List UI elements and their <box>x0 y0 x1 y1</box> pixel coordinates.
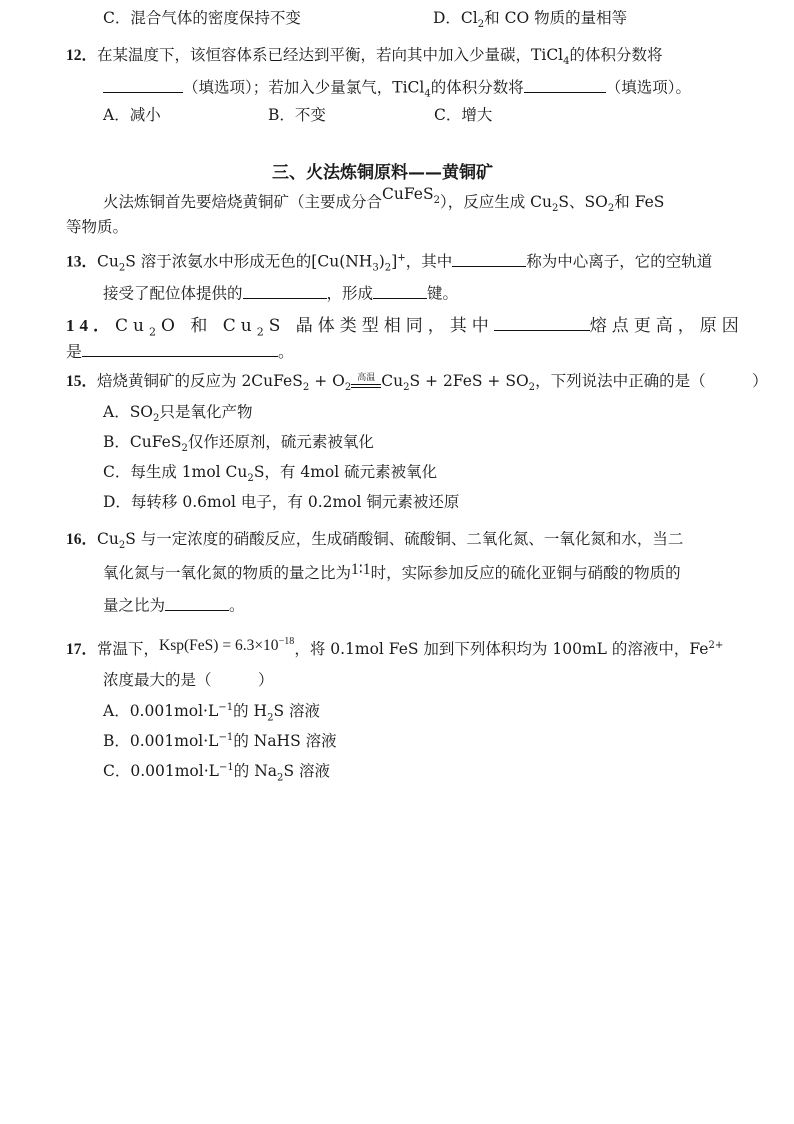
q14-line1: 14．$Cu_2O$ 和 $Cu_2S$ 晶体类型相同，其中 熔点更高，原因 <box>66 313 744 339</box>
q17-line2: 浓度最大的是（ ） <box>103 671 274 689</box>
answer-blank[interactable] <box>524 76 606 93</box>
answer-blank[interactable] <box>452 250 526 267</box>
q15-option-d: D．每转移 0.6mol 电子，有 0.2mol 铜元素被还原 <box>103 493 460 511</box>
q12-line1: 12．在某温度下，该恒容体系已经达到平衡，若向其中加入少量碳，TiCl$_4$的体积分数将 <box>66 46 663 68</box>
answer-blank[interactable] <box>243 282 327 299</box>
q15-option-c: C．每生成 1mol $Cu_2S$，有 4mol 硫元素被氧化 <box>103 463 438 485</box>
question-number: 15． <box>66 373 98 390</box>
q17-option-c: C．$0.001mol\cdot L^{-1}$的 $Na_2S$ 溶液 <box>103 762 330 784</box>
reaction-arrow: 高温 <box>351 374 381 388</box>
q12-line2: （填选项）；若加入少量氯气，TiCl$_4$的体积分数将 （填选项）。 <box>103 76 691 101</box>
q15-option-b: B．CuFeS$_2$仅作还原剂，硫元素被氧化 <box>103 433 374 455</box>
answer-blank[interactable] <box>373 282 427 299</box>
q15-option-a: A．$SO_2$只是氧化产物 <box>103 403 253 425</box>
q14-line2: 是 。 <box>66 342 295 361</box>
answer-blank[interactable] <box>165 594 229 611</box>
question-number: 12． <box>66 47 98 64</box>
section-intro-line1: 火法炼铜首先要焙烧黄铜矿（主要成分合CuFeS$_2$），反应生成 $Cu_2S$、$SO_2$和 FeS <box>103 185 665 215</box>
answer-blank[interactable] <box>103 76 183 93</box>
question-number: 17． <box>66 641 98 659</box>
q12-option-b: B．不变 <box>268 106 326 124</box>
question-number: 13． <box>66 253 98 271</box>
q17-option-a: A．$0.001mol\cdot L^{-1}$的 $H_2S$ 溶液 <box>103 702 321 724</box>
q15-stem: 15．焙烧黄铜矿的反应为 2CuFeS$_2$ + $O_2$ 高温 $Cu_2S + 2FeS + SO_2$，下列说法中正确的是（ ） <box>66 372 768 394</box>
q16-line2: 氧化氮与一氧化氮的物质的量之比为1∶1时，实际参加反应的硫化亚铜与硝酸的物质的 <box>103 561 681 582</box>
q12-option-a: A．减小 <box>103 106 161 124</box>
q11-option-d: D．$Cl_2$和 CO 物质的量相等 <box>433 9 628 31</box>
question-number: 16． <box>66 531 98 548</box>
q17-line1: 17．常温下，$Ksp(FeS) = 6.3\times 10^{-18}$，将 0.1mol FeS 加到下列体积均为 100mL 的溶液中，$Fe^{2+}$ <box>66 636 724 659</box>
q13-line2: 接受了配位体提供的 ，形成 键。 <box>103 282 458 303</box>
section-intro-line2: 等物质。 <box>66 218 129 236</box>
q16-line3: 量之比为 。 <box>103 594 245 615</box>
section-title: 三、火法炼铜原料——黄铜矿 <box>272 163 493 183</box>
q17-option-b: B．$0.001mol\cdot L^{-1}$的 NaHS 溶液 <box>103 732 337 751</box>
answer-blank[interactable] <box>82 340 278 357</box>
q11-option-c: C．混合气体的密度保持不变 <box>103 9 301 27</box>
q16-line1: 16．$Cu_2S$ 与一定浓度的硝酸反应，生成硝酸铜、硫酸铜、二氧化氮、一氧化氮和水，当二 <box>66 530 684 552</box>
answer-blank[interactable] <box>494 313 590 331</box>
question-number: 14． <box>66 316 115 335</box>
q13-line1: 13．$Cu_2S$ 溶于浓氨水中形成无色的$[Cu(NH_3)_2]^+$，其中 称为中心离子，它的空轨道 <box>66 250 712 275</box>
q12-option-c: C．增大 <box>434 106 493 124</box>
